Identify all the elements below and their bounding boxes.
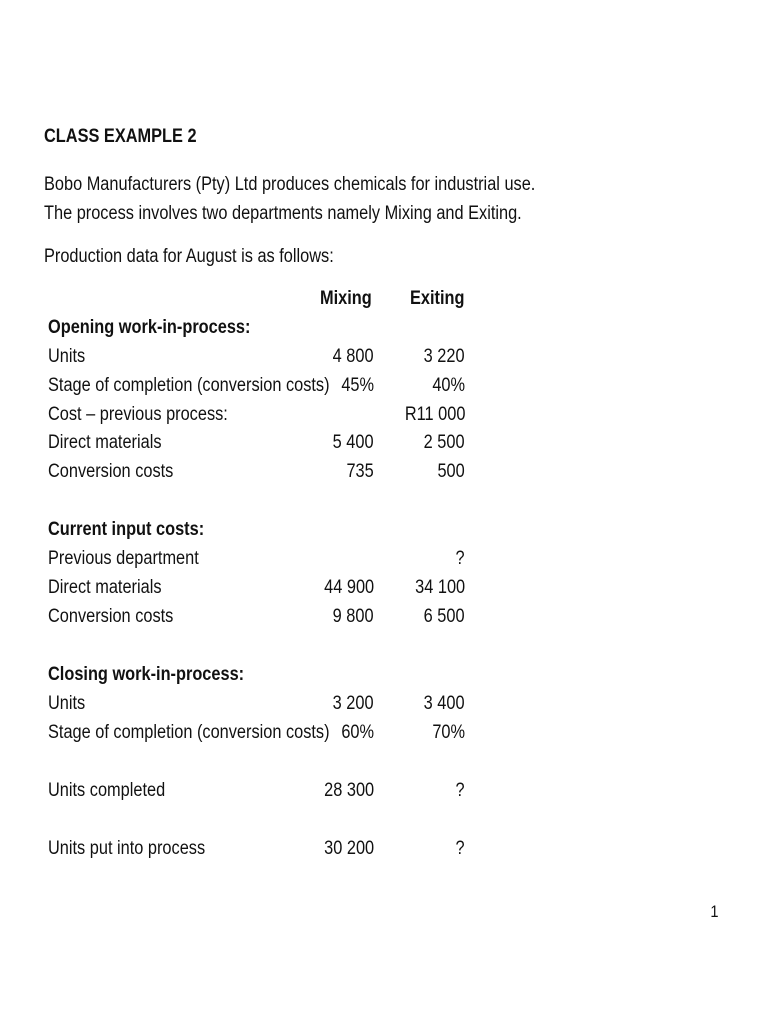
row-label: Units completed <box>48 780 166 801</box>
table-row <box>48 400 478 429</box>
production-intro: Production data for August is as follows: <box>44 246 334 267</box>
mixing-value: 28 300 <box>324 780 374 801</box>
row-label: Stage of completion (conversion costs) <box>48 722 330 743</box>
exiting-value: 70% <box>432 722 465 743</box>
exiting-value: 3 220 <box>424 346 465 367</box>
mixing-value: 44 900 <box>324 577 374 598</box>
section-heading-current <box>48 515 478 544</box>
mixing-value: 5 400 <box>333 432 374 453</box>
units-completed-row <box>48 776 478 805</box>
mixing-value: 30 200 <box>324 838 374 859</box>
table-row <box>48 428 478 457</box>
section-heading-label: Closing work-in-process: <box>48 664 245 685</box>
mixing-value: 735 <box>346 461 374 482</box>
exiting-value: 500 <box>437 461 465 482</box>
exiting-value: 3 400 <box>424 693 465 714</box>
row-label: Previous department <box>48 548 199 569</box>
column-header-mixing: Mixing <box>320 288 372 309</box>
section-heading-label: Opening work-in-process: <box>48 317 251 338</box>
intro-line-1: Bobo Manufacturers (Pty) Ltd produces chemicals for industrial use. <box>44 174 536 195</box>
table-row <box>48 342 478 371</box>
row-label: Units <box>48 693 86 714</box>
mixing-value: 4 800 <box>333 346 374 367</box>
table-row <box>48 544 478 573</box>
table-row <box>48 602 478 631</box>
units-put-into-process-row <box>48 834 478 863</box>
table-row <box>48 689 478 718</box>
table-row <box>48 371 478 400</box>
mixing-value: 60% <box>341 722 374 743</box>
row-label: Units put into process <box>48 838 206 859</box>
table-row <box>48 573 478 602</box>
row-label: Conversion costs <box>48 606 174 627</box>
exiting-value: 2 500 <box>424 432 465 453</box>
row-label: Direct materials <box>48 432 162 453</box>
mixing-value: 3 200 <box>333 693 374 714</box>
row-label: Stage of completion (conversion costs) <box>48 375 330 396</box>
row-label: Direct materials <box>48 577 162 598</box>
table-row <box>48 718 478 747</box>
column-header-exiting: Exiting <box>410 288 465 309</box>
exiting-value: 40% <box>432 375 465 396</box>
row-label: Conversion costs <box>48 461 174 482</box>
section-heading-opening <box>48 313 478 342</box>
exiting-value: ? <box>455 548 465 569</box>
exiting-value: ? <box>455 838 465 859</box>
exiting-value: R11 000 <box>404 404 465 425</box>
exiting-value: 34 100 <box>415 577 465 598</box>
row-label: Cost – previous process: <box>48 404 228 425</box>
table-row <box>48 457 478 486</box>
mixing-value: 9 800 <box>333 606 374 627</box>
section-heading-closing <box>48 660 478 689</box>
row-label: Units <box>48 346 86 367</box>
exiting-value: ? <box>455 780 465 801</box>
page-title: CLASS EXAMPLE 2 <box>44 126 197 147</box>
mixing-value: 45% <box>341 375 374 396</box>
exiting-value: 6 500 <box>424 606 465 627</box>
intro-paragraph <box>44 170 535 228</box>
page-number: 1 <box>709 902 718 921</box>
section-heading-label: Current input costs: <box>48 519 205 540</box>
intro-line-2: The process involves two departments namely Mixing and Exiting. <box>44 203 522 224</box>
